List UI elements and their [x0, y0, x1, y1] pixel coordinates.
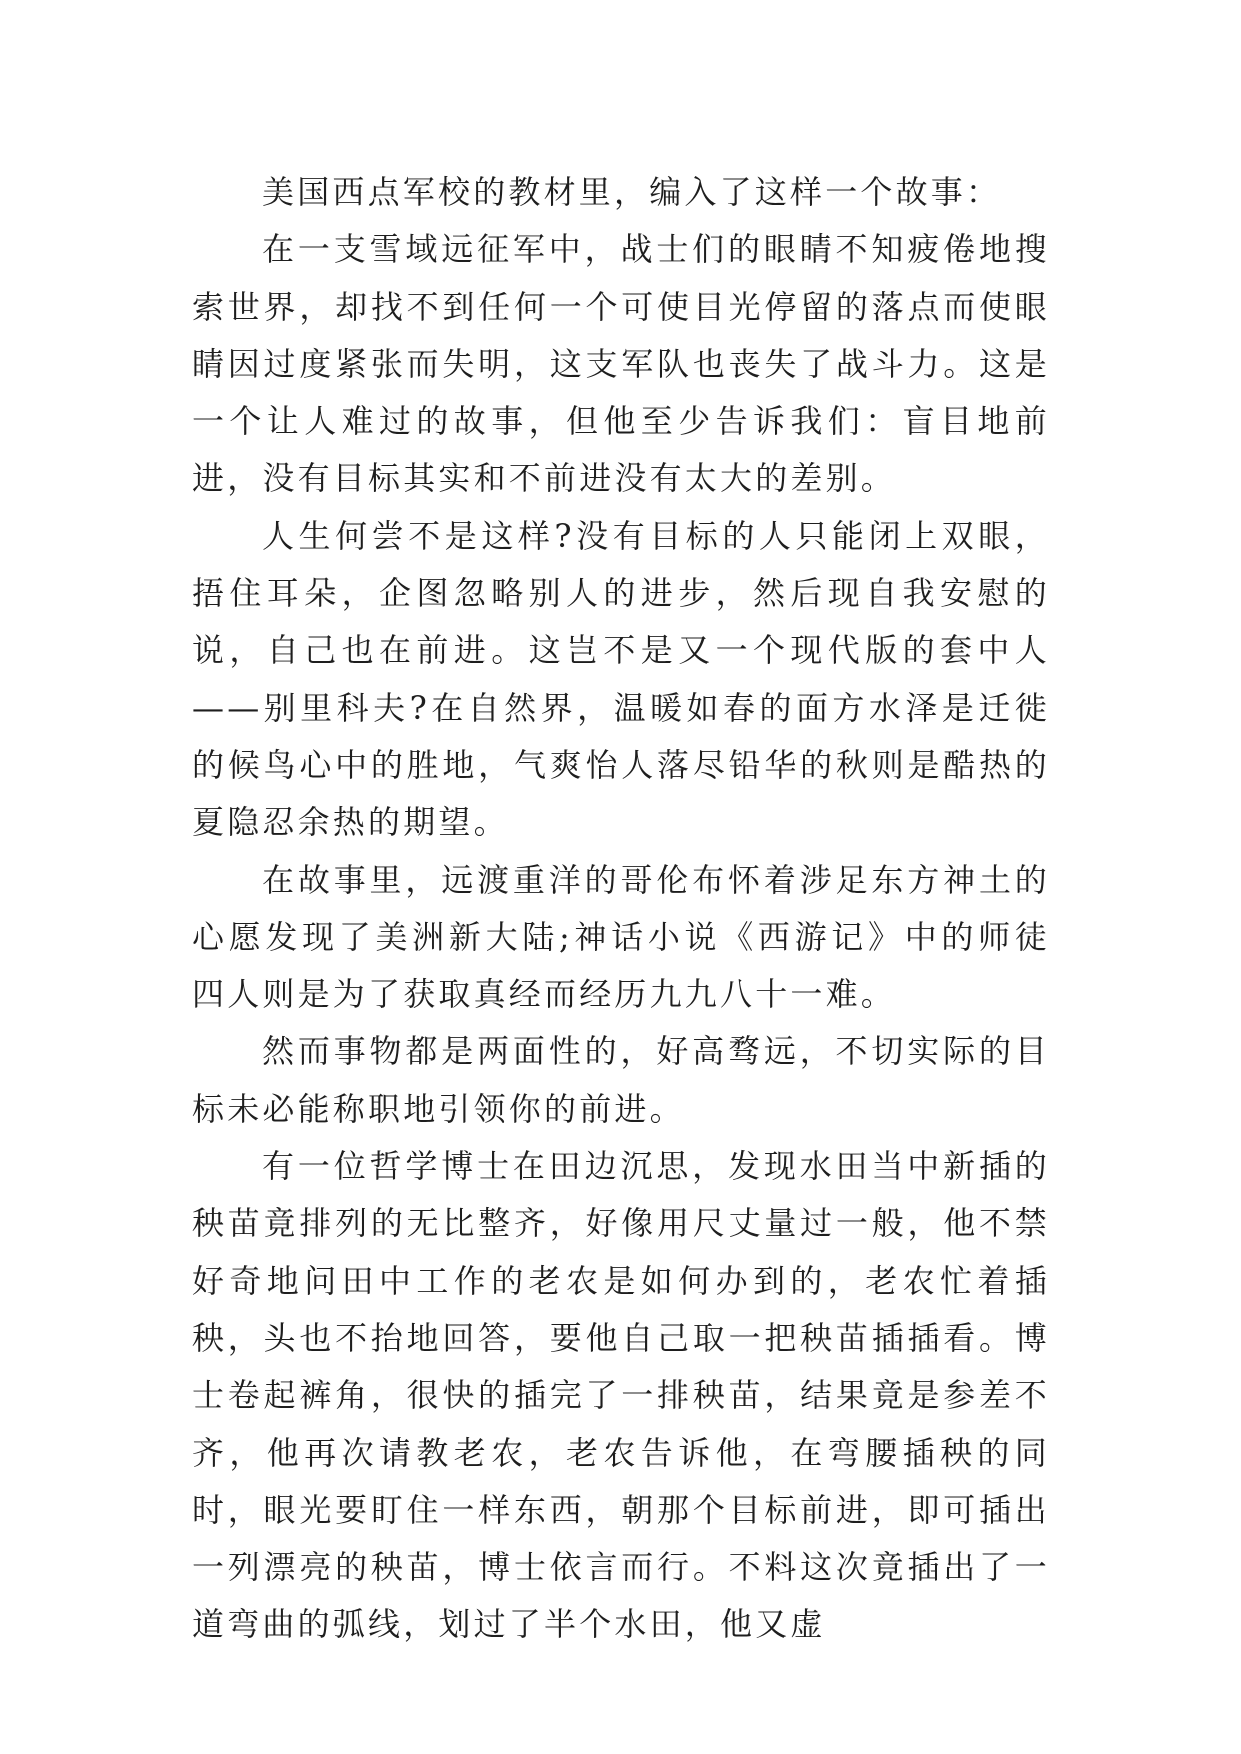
article-body — [192, 164, 1050, 1654]
paragraph-4: 在故事里，远渡重洋的哥伦布怀着涉足东方神土的心愿发现了美洲新大陆;神话小说《西游记》中的师徒四人则是为了获取真经而经历九九八十一难。 — [192, 860, 1050, 1014]
paragraph-3: 人生何尝不是这样?没有目标的人只能闭上双眼，捂住耳朵，企图忽略别人的进步，然后现自我安慰的说，自己也在前进。这岂不是又一个现代版的套中人——别里科夫?在自然界，温暖如春的面方水泽是迁徙的候鸟心中的胜地，气爽怡人落尽铅华的秋则是酷热的夏隐忍余热的期望。 — [192, 516, 1050, 842]
paragraph-5: 然而事物都是两面性的，好高骛远，不切实际的目标未必能称职地引领你的前进。 — [192, 1032, 1050, 1128]
paragraph-1: 美国西点军校的教材里，编入了这样一个故事： — [262, 173, 1002, 211]
paragraph-6: 有一位哲学博士在田边沉思，发现水田当中新插的秧苗竟排列的无比整齐，好像用尺丈量过一般，他不禁好奇地问田中工作的老农是如何办到的，老农忙着插秧，头也不抬地回答，要他自己取一把秧苗插插看。博士卷起裤角，很快的插完了一排秧苗，结果竟是参差不齐，他再次请教老农，老农告诉他，在弯腰插秧的同时，眼光要盯住一样东西，朝那个目标前进，即可插出一列漂亮的秧苗，博士依言而行。不料这次竟插出了一道弯曲的弧线，划过了半个水田，他又虚 — [192, 1147, 1050, 1644]
paragraph-2: 在一支雪域远征军中，战士们的眼睛不知疲倦地搜索世界，却找不到任何一个可使目光停留的落点而使眼睛因过度紧张而失明，这支军队也丧失了战斗力。这是一个让人难过的故事，但他至少告诉我们：盲目地前进，没有目标其实和不前进没有太大的差别。 — [192, 230, 1050, 498]
